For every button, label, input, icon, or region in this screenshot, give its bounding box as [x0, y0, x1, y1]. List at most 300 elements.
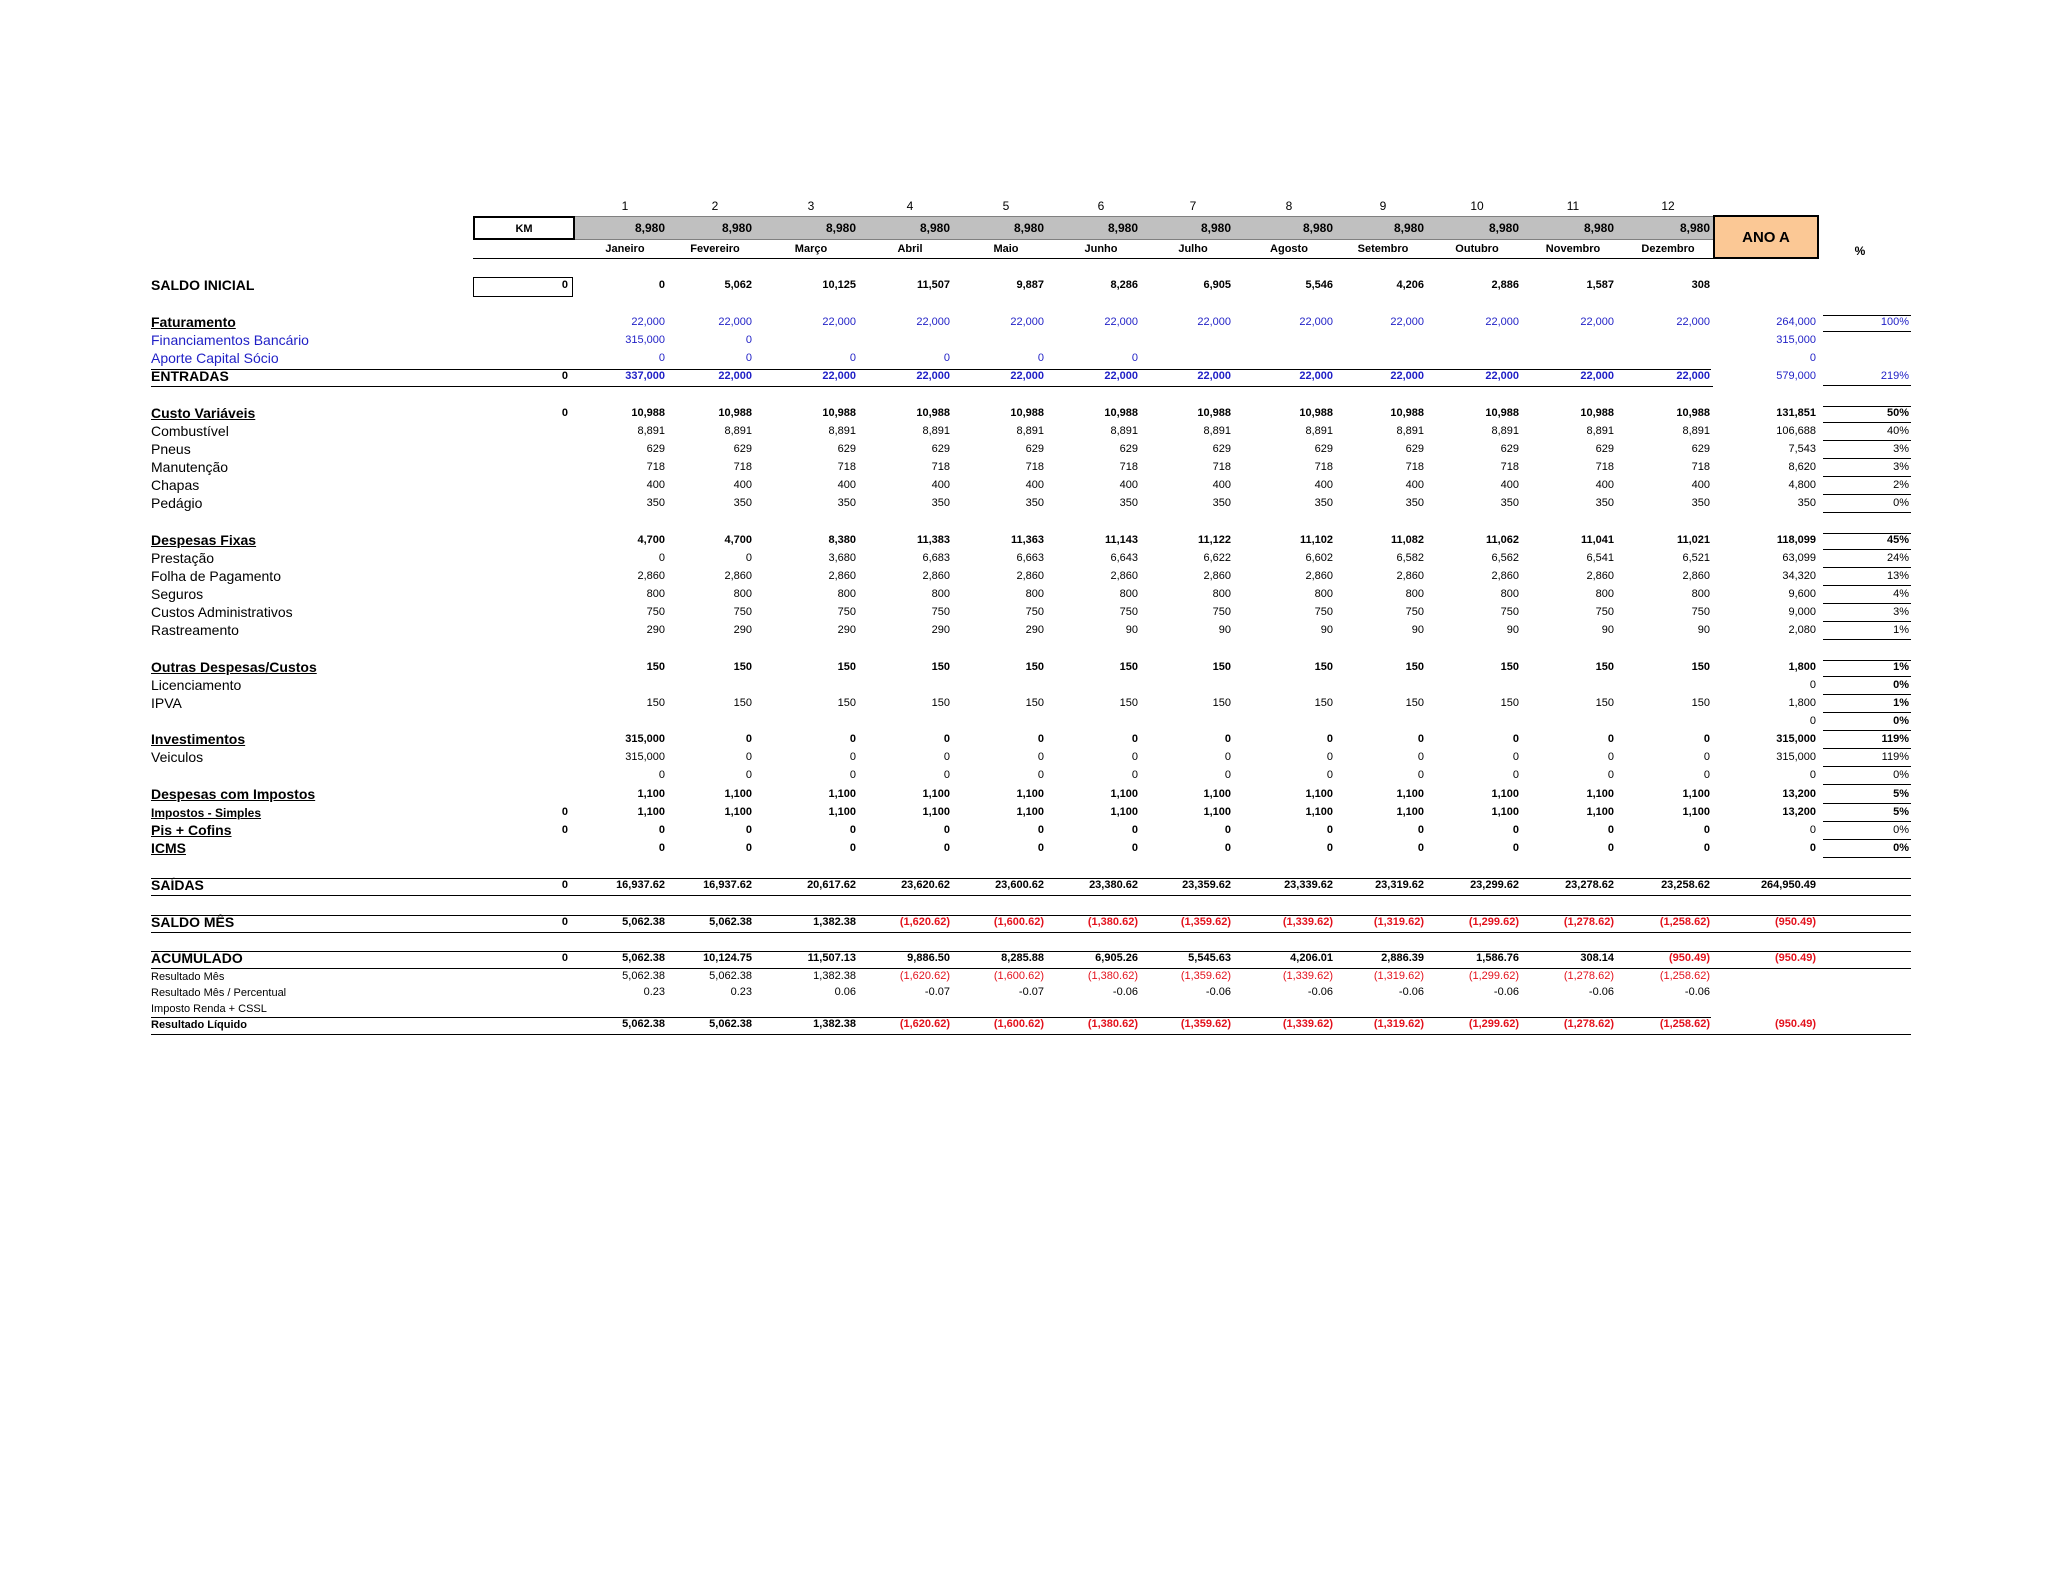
cell-value[interactable]: 2,860 — [922, 570, 950, 582]
cell-value[interactable]: 6,562 — [1491, 552, 1519, 564]
percent-value[interactable]: 1% — [1893, 624, 1909, 636]
cell-value[interactable]: 22,000 — [1390, 370, 1424, 382]
cell-value[interactable]: 718 — [1691, 461, 1710, 473]
cell-value[interactable]: 750 — [1025, 606, 1044, 618]
cell-value[interactable]: 1,100 — [1110, 788, 1138, 800]
cell-value[interactable]: 0 — [1512, 842, 1519, 854]
cell-value[interactable]: 750 — [1405, 606, 1424, 618]
cell-value[interactable]: 800 — [733, 588, 752, 600]
cell-value[interactable]: 400 — [1314, 479, 1333, 491]
year-total-value[interactable]: 131,851 — [1776, 407, 1816, 419]
cell-value[interactable]: 2,860 — [1586, 570, 1614, 582]
cell-value[interactable]: 150 — [1119, 697, 1138, 709]
cell-value[interactable]: 0 — [658, 824, 665, 836]
cell-value[interactable]: 150 — [1691, 697, 1710, 709]
cell-value[interactable]: 90 — [1411, 624, 1424, 636]
cell-value[interactable]: 315,000 — [625, 334, 665, 346]
cell-value[interactable]: 11,102 — [1299, 534, 1333, 546]
cell-value[interactable]: 629 — [1500, 443, 1519, 455]
year-total-value[interactable]: 0 — [1809, 679, 1816, 691]
cell-value[interactable]: 8,285.88 — [1001, 952, 1044, 964]
row-input-value[interactable]: 0 — [561, 806, 568, 818]
cell-value[interactable]: (1,258.62) — [1659, 916, 1710, 928]
cell-value[interactable]: 8,891 — [1586, 425, 1614, 437]
cell-value[interactable]: 718 — [1314, 461, 1333, 473]
cell-value[interactable]: 22,000 — [1197, 316, 1231, 328]
cell-value[interactable]: -0.07 — [1018, 986, 1044, 998]
cell-value[interactable]: 400 — [1025, 479, 1044, 491]
cell-value[interactable]: 800 — [1595, 588, 1614, 600]
cell-value[interactable]: 6,905 — [1203, 279, 1231, 291]
cell-value[interactable]: 23,339.62 — [1284, 879, 1333, 891]
cell-value[interactable]: 0 — [943, 769, 950, 781]
cell-value[interactable]: 0 — [1703, 751, 1710, 763]
cell-value[interactable]: 4,700 — [637, 534, 665, 546]
row-input-value[interactable]: 0 — [561, 407, 568, 419]
percent-value[interactable]: 5% — [1893, 788, 1909, 800]
cell-value[interactable]: 400 — [1119, 479, 1138, 491]
cell-value[interactable]: 0 — [1417, 733, 1424, 745]
cell-value[interactable]: 5,062.38 — [622, 916, 665, 928]
year-total-value[interactable]: 106,688 — [1776, 425, 1816, 437]
year-total-value[interactable]: 0 — [1809, 824, 1816, 836]
cell-value[interactable]: 4,206 — [1396, 279, 1424, 291]
cell-value[interactable]: 8,891 — [637, 425, 665, 437]
cell-value[interactable]: 1,100 — [1016, 806, 1044, 818]
cell-value[interactable]: 6,602 — [1305, 552, 1333, 564]
cell-value[interactable]: 5,545.63 — [1188, 952, 1231, 964]
cell-value[interactable]: 1,100 — [828, 806, 856, 818]
cell-value[interactable]: 0 — [943, 352, 950, 364]
cell-value[interactable]: 0 — [943, 824, 950, 836]
cell-value[interactable]: 750 — [733, 606, 752, 618]
cell-value[interactable]: 0 — [1703, 824, 1710, 836]
percent-value[interactable]: 3% — [1893, 443, 1909, 455]
cell-value[interactable]: (1,339.62) — [1282, 916, 1333, 928]
cell-value[interactable]: 11,383 — [916, 534, 950, 546]
cell-value[interactable]: 0 — [1607, 769, 1614, 781]
cell-value[interactable]: (1,299.62) — [1468, 1018, 1519, 1030]
cell-value[interactable]: (1,620.62) — [899, 1018, 950, 1030]
cell-value[interactable]: 0 — [1703, 769, 1710, 781]
cell-value[interactable]: 1,586.76 — [1476, 952, 1519, 964]
cell-value[interactable]: 350 — [733, 497, 752, 509]
cell-value[interactable]: 0 — [1607, 824, 1614, 836]
percent-value[interactable]: 13% — [1886, 570, 1909, 582]
year-total-value[interactable]: (950.49) — [1775, 916, 1816, 928]
cell-value[interactable]: (1,278.62) — [1563, 916, 1614, 928]
cell-value[interactable]: 350 — [1500, 497, 1519, 509]
cell-value[interactable]: 8,891 — [1016, 425, 1044, 437]
cell-value[interactable]: 10,124.75 — [703, 952, 752, 964]
cell-value[interactable]: 0 — [1037, 824, 1044, 836]
km-value-cell[interactable]: 8,980 — [919, 221, 950, 235]
cell-value[interactable]: 0 — [1131, 751, 1138, 763]
cell-value[interactable]: 23,258.62 — [1661, 879, 1710, 891]
cell-value[interactable]: 1,382.38 — [813, 970, 856, 982]
cell-value[interactable]: 22,000 — [822, 370, 856, 382]
cell-value[interactable]: 6,683 — [922, 552, 950, 564]
year-total-value[interactable]: 7,543 — [1788, 443, 1816, 455]
cell-value[interactable]: 90 — [1218, 624, 1231, 636]
cell-value[interactable]: -0.06 — [1112, 986, 1138, 998]
row-input-value[interactable]: 0 — [561, 952, 568, 964]
km-value-cell[interactable]: 8,980 — [1107, 221, 1138, 235]
cell-value[interactable]: 0 — [1512, 751, 1519, 763]
cell-value[interactable]: 0 — [1512, 733, 1519, 745]
cell-value[interactable]: 1,100 — [724, 806, 752, 818]
cell-value[interactable]: (950.49) — [1669, 952, 1710, 964]
km-value-cell[interactable]: 8,980 — [1393, 221, 1424, 235]
percent-value[interactable]: 5% — [1893, 806, 1909, 818]
year-total-value[interactable]: 315,000 — [1776, 751, 1816, 763]
cell-value[interactable]: 0 — [1037, 842, 1044, 854]
cell-value[interactable]: (1,319.62) — [1373, 970, 1424, 982]
year-total-value[interactable]: 2,080 — [1788, 624, 1816, 636]
cell-value[interactable]: 1,100 — [1305, 806, 1333, 818]
cell-value[interactable]: 350 — [646, 497, 665, 509]
cell-value[interactable]: 0 — [1512, 769, 1519, 781]
year-total-value[interactable]: 315,000 — [1776, 733, 1816, 745]
percent-value[interactable]: 0% — [1893, 824, 1909, 836]
cell-value[interactable]: 2,860 — [828, 570, 856, 582]
cell-value[interactable]: 23,600.62 — [995, 879, 1044, 891]
percent-value[interactable]: 0% — [1893, 679, 1909, 691]
cell-value[interactable]: 8,380 — [828, 534, 856, 546]
cell-value[interactable]: 23,380.62 — [1089, 879, 1138, 891]
cell-value[interactable]: 22,000 — [1390, 316, 1424, 328]
cell-value[interactable]: 350 — [1691, 497, 1710, 509]
cell-value[interactable]: 150 — [1500, 661, 1519, 673]
cell-value[interactable]: 2,860 — [1016, 570, 1044, 582]
cell-value[interactable]: 800 — [931, 588, 950, 600]
percent-value[interactable]: 0% — [1893, 769, 1909, 781]
cell-value[interactable]: (1,600.62) — [993, 970, 1044, 982]
cell-value[interactable]: 2,886 — [1491, 279, 1519, 291]
cell-value[interactable]: 629 — [837, 443, 856, 455]
cell-value[interactable]: 150 — [931, 661, 950, 673]
percent-value[interactable]: 119% — [1881, 733, 1909, 745]
year-total-value[interactable]: 264,000 — [1776, 316, 1816, 328]
cell-value[interactable]: 750 — [1500, 606, 1519, 618]
cell-value[interactable]: 750 — [837, 606, 856, 618]
cell-value[interactable]: 629 — [1595, 443, 1614, 455]
cell-value[interactable]: 1,100 — [1586, 788, 1614, 800]
cell-value[interactable]: 290 — [1025, 624, 1044, 636]
cell-value[interactable]: (1,359.62) — [1180, 1018, 1231, 1030]
percent-value[interactable]: 0% — [1893, 715, 1909, 727]
cell-value[interactable]: 22,000 — [1676, 370, 1710, 382]
cell-value[interactable]: 0 — [1037, 352, 1044, 364]
cell-value[interactable]: 0 — [1326, 769, 1333, 781]
cell-value[interactable]: 0 — [1224, 842, 1231, 854]
cell-value[interactable]: 750 — [931, 606, 950, 618]
percent-value[interactable]: 1% — [1893, 661, 1909, 673]
cell-value[interactable]: (1,278.62) — [1563, 970, 1614, 982]
km-value-cell[interactable]: 8,980 — [825, 221, 856, 235]
cell-value[interactable]: 22,000 — [1299, 316, 1333, 328]
cell-value[interactable]: 750 — [646, 606, 665, 618]
cell-value[interactable]: -0.06 — [1398, 986, 1424, 998]
cell-value[interactable]: 400 — [733, 479, 752, 491]
cell-value[interactable]: 0 — [658, 279, 665, 291]
cell-value[interactable]: 1,100 — [1305, 788, 1333, 800]
cell-value[interactable]: 800 — [1119, 588, 1138, 600]
cell-value[interactable]: 0 — [849, 769, 856, 781]
cell-value[interactable]: 150 — [1405, 661, 1424, 673]
cell-value[interactable]: 1,100 — [828, 788, 856, 800]
cell-value[interactable]: 0 — [658, 352, 665, 364]
cell-value[interactable]: (1,278.62) — [1563, 1018, 1614, 1030]
cell-value[interactable]: 718 — [1405, 461, 1424, 473]
cell-value[interactable]: 23,299.62 — [1470, 879, 1519, 891]
cell-value[interactable]: 718 — [1212, 461, 1231, 473]
cell-value[interactable]: 0 — [745, 733, 752, 745]
year-total-value[interactable]: 1,800 — [1788, 661, 1816, 673]
cell-value[interactable]: 22,000 — [1197, 370, 1231, 382]
percent-value[interactable]: 3% — [1893, 461, 1909, 473]
cell-value[interactable]: 0 — [1131, 824, 1138, 836]
cell-value[interactable]: 0 — [658, 769, 665, 781]
cell-value[interactable]: (1,620.62) — [899, 970, 950, 982]
cell-value[interactable]: 1,100 — [1016, 788, 1044, 800]
cell-value[interactable]: 0 — [1607, 842, 1614, 854]
cell-value[interactable]: 2,860 — [1491, 570, 1519, 582]
cell-value[interactable]: (1,359.62) — [1180, 970, 1231, 982]
cell-value[interactable]: 5,062.38 — [709, 970, 752, 982]
cell-value[interactable]: 22,000 — [1104, 370, 1138, 382]
cell-value[interactable]: 10,988 — [1197, 407, 1231, 419]
cell-value[interactable]: 0 — [1224, 769, 1231, 781]
cell-value[interactable]: 290 — [931, 624, 950, 636]
cell-value[interactable]: 1,100 — [637, 788, 665, 800]
cell-value[interactable]: 629 — [931, 443, 950, 455]
cell-value[interactable]: 5,062 — [724, 279, 752, 291]
cell-value[interactable]: 1,100 — [724, 788, 752, 800]
cell-value[interactable]: 150 — [1212, 661, 1231, 673]
cell-value[interactable]: 150 — [1314, 661, 1333, 673]
cell-value[interactable]: 10,988 — [1580, 407, 1614, 419]
cell-value[interactable]: 0 — [943, 751, 950, 763]
cell-value[interactable]: 718 — [733, 461, 752, 473]
cell-value[interactable]: 6,622 — [1203, 552, 1231, 564]
cell-value[interactable]: 150 — [931, 697, 950, 709]
cell-value[interactable]: 16,937.62 — [703, 879, 752, 891]
cell-value[interactable]: 150 — [837, 697, 856, 709]
cell-value[interactable]: 0 — [658, 552, 665, 564]
cell-value[interactable]: 22,000 — [1299, 370, 1333, 382]
cell-value[interactable]: (1,359.62) — [1180, 916, 1231, 928]
km-value-cell[interactable]: 8,980 — [1679, 221, 1710, 235]
cell-value[interactable]: 800 — [1025, 588, 1044, 600]
cell-value[interactable]: 11,143 — [1104, 534, 1138, 546]
cell-value[interactable]: 800 — [646, 588, 665, 600]
row-input-value[interactable]: 0 — [561, 824, 568, 836]
year-total-value[interactable]: 579,000 — [1776, 370, 1816, 382]
cell-value[interactable]: 400 — [1500, 479, 1519, 491]
cell-value[interactable]: 750 — [1595, 606, 1614, 618]
cell-value[interactable]: 4,700 — [724, 534, 752, 546]
cell-value[interactable]: 718 — [931, 461, 950, 473]
cell-value[interactable]: 0 — [1703, 842, 1710, 854]
cell-value[interactable]: 315,000 — [625, 751, 665, 763]
cell-value[interactable]: 22,000 — [631, 316, 665, 328]
cell-value[interactable]: 350 — [1025, 497, 1044, 509]
cell-value[interactable]: 11,507 — [916, 279, 950, 291]
cell-value[interactable]: 10,988 — [916, 407, 950, 419]
cell-value[interactable]: 0 — [1224, 751, 1231, 763]
cell-value[interactable]: 800 — [1405, 588, 1424, 600]
cell-value[interactable]: 10,988 — [1010, 407, 1044, 419]
percent-value[interactable]: 2% — [1893, 479, 1909, 491]
cell-value[interactable]: 6,663 — [1016, 552, 1044, 564]
cell-value[interactable]: 8,891 — [1203, 425, 1231, 437]
cell-value[interactable]: 0 — [1607, 751, 1614, 763]
cell-value[interactable]: 308.14 — [1580, 952, 1614, 964]
cell-value[interactable]: 0 — [1131, 733, 1138, 745]
cell-value[interactable]: 800 — [1212, 588, 1231, 600]
year-total-value[interactable]: 118,099 — [1776, 534, 1816, 546]
year-total-value[interactable]: 350 — [1797, 497, 1816, 509]
cell-value[interactable]: 1,100 — [1203, 806, 1231, 818]
cell-value[interactable]: 0 — [745, 751, 752, 763]
cell-value[interactable]: 8,891 — [1396, 425, 1424, 437]
cell-value[interactable]: 0 — [745, 769, 752, 781]
cell-value[interactable]: 0 — [1417, 769, 1424, 781]
cell-value[interactable]: -0.06 — [1307, 986, 1333, 998]
cell-value[interactable]: 3,680 — [828, 552, 856, 564]
year-total-value[interactable]: 264,950.49 — [1760, 879, 1816, 891]
cell-value[interactable]: (1,258.62) — [1659, 970, 1710, 982]
cell-value[interactable]: 8,891 — [1491, 425, 1519, 437]
cell-value[interactable]: 22,000 — [1104, 316, 1138, 328]
cell-value[interactable]: 23,620.62 — [901, 879, 950, 891]
km-value-cell[interactable]: 8,980 — [721, 221, 752, 235]
cell-value[interactable]: (1,258.62) — [1659, 1018, 1710, 1030]
cell-value[interactable]: 23,359.62 — [1182, 879, 1231, 891]
cell-value[interactable]: 0 — [849, 842, 856, 854]
year-total-value[interactable]: 34,320 — [1782, 570, 1816, 582]
cell-value[interactable]: (1,600.62) — [993, 1018, 1044, 1030]
cell-value[interactable]: 0 — [1417, 824, 1424, 836]
cell-value[interactable]: -0.07 — [924, 986, 950, 998]
cell-value[interactable]: 10,988 — [1299, 407, 1333, 419]
cell-value[interactable]: 150 — [733, 661, 752, 673]
cell-value[interactable]: 718 — [646, 461, 665, 473]
cell-value[interactable]: 400 — [931, 479, 950, 491]
cell-value[interactable]: 0 — [1703, 733, 1710, 745]
cell-value[interactable]: 11,122 — [1197, 534, 1231, 546]
cell-value[interactable]: 5,062.38 — [709, 916, 752, 928]
cell-value[interactable]: 5,062.38 — [622, 952, 665, 964]
year-total-value[interactable]: 315,000 — [1776, 334, 1816, 346]
cell-value[interactable]: 0.23 — [730, 986, 752, 998]
row-input-value[interactable]: 0 — [561, 916, 568, 928]
cell-value[interactable]: 2,860 — [637, 570, 665, 582]
year-total-value[interactable]: 0 — [1809, 715, 1816, 727]
cell-value[interactable]: 0 — [745, 842, 752, 854]
cell-value[interactable]: 350 — [1595, 497, 1614, 509]
cell-value[interactable]: 8,286 — [1110, 279, 1138, 291]
cell-value[interactable]: 290 — [646, 624, 665, 636]
cell-value[interactable]: 0 — [849, 751, 856, 763]
cell-value[interactable]: 5,062.38 — [622, 970, 665, 982]
cell-value[interactable]: 6,582 — [1396, 552, 1424, 564]
cell-value[interactable]: 750 — [1212, 606, 1231, 618]
cell-value[interactable]: 2,860 — [1203, 570, 1231, 582]
cell-value[interactable]: 23,278.62 — [1565, 879, 1614, 891]
year-total-value[interactable]: 4,800 — [1788, 479, 1816, 491]
cell-value[interactable]: 11,363 — [1010, 534, 1044, 546]
cell-value[interactable]: 5,062.38 — [622, 1018, 665, 1030]
cell-value[interactable]: 10,988 — [1104, 407, 1138, 419]
cell-value[interactable]: 8,891 — [1305, 425, 1333, 437]
cell-value[interactable]: 10,988 — [1390, 407, 1424, 419]
cell-value[interactable]: 8,891 — [724, 425, 752, 437]
cell-value[interactable]: 0 — [1037, 769, 1044, 781]
year-total-value[interactable]: (950.49) — [1775, 952, 1816, 964]
cell-value[interactable]: 150 — [1119, 661, 1138, 673]
cell-value[interactable]: 400 — [1595, 479, 1614, 491]
cell-value[interactable]: 800 — [837, 588, 856, 600]
cell-value[interactable]: 6,905.26 — [1095, 952, 1138, 964]
cell-value[interactable]: 1,587 — [1586, 279, 1614, 291]
cell-value[interactable]: 22,000 — [916, 370, 950, 382]
cell-value[interactable]: 1,100 — [1396, 788, 1424, 800]
cell-value[interactable]: (1,299.62) — [1468, 970, 1519, 982]
cell-value[interactable]: 11,021 — [1676, 534, 1710, 546]
percent-value[interactable]: 0% — [1893, 842, 1909, 854]
year-total-value[interactable]: 1,800 — [1788, 697, 1816, 709]
row-input-value[interactable]: 0 — [561, 279, 568, 291]
cell-value[interactable]: -0.06 — [1493, 986, 1519, 998]
cell-value[interactable]: 337,000 — [625, 370, 665, 382]
cell-value[interactable]: 400 — [837, 479, 856, 491]
cell-value[interactable]: 0 — [745, 352, 752, 364]
cell-value[interactable]: 629 — [1691, 443, 1710, 455]
cell-value[interactable]: 150 — [646, 661, 665, 673]
cell-value[interactable]: 150 — [733, 697, 752, 709]
year-total-value[interactable]: (950.49) — [1775, 1018, 1816, 1030]
cell-value[interactable]: 150 — [1212, 697, 1231, 709]
cell-value[interactable]: 22,000 — [1485, 370, 1519, 382]
percent-value[interactable]: 4% — [1893, 588, 1909, 600]
cell-value[interactable]: 0 — [849, 824, 856, 836]
cell-value[interactable]: 1,100 — [637, 806, 665, 818]
cell-value[interactable]: 150 — [1025, 661, 1044, 673]
cell-value[interactable]: 1,100 — [1491, 788, 1519, 800]
percent-value[interactable]: 24% — [1886, 552, 1909, 564]
cell-value[interactable]: 315,000 — [625, 733, 665, 745]
cell-value[interactable]: 2,886.39 — [1381, 952, 1424, 964]
row-input-value[interactable]: 0 — [561, 879, 568, 891]
cell-value[interactable]: -0.06 — [1205, 986, 1231, 998]
year-total-value[interactable]: 9,000 — [1788, 606, 1816, 618]
cell-value[interactable]: 2,860 — [724, 570, 752, 582]
year-total-value[interactable]: 13,200 — [1782, 788, 1816, 800]
cell-value[interactable]: (1,600.62) — [993, 916, 1044, 928]
cell-value[interactable]: 1,100 — [1586, 806, 1614, 818]
cell-value[interactable]: 750 — [1119, 606, 1138, 618]
cell-value[interactable]: 150 — [1025, 697, 1044, 709]
cell-value[interactable]: 800 — [1691, 588, 1710, 600]
cell-value[interactable]: 150 — [1314, 697, 1333, 709]
cell-value[interactable]: 350 — [1405, 497, 1424, 509]
cell-value[interactable]: 5,062.38 — [709, 1018, 752, 1030]
cell-value[interactable]: 0 — [1326, 842, 1333, 854]
year-total-value[interactable]: 0 — [1809, 769, 1816, 781]
percent-value[interactable]: 0% — [1893, 497, 1909, 509]
